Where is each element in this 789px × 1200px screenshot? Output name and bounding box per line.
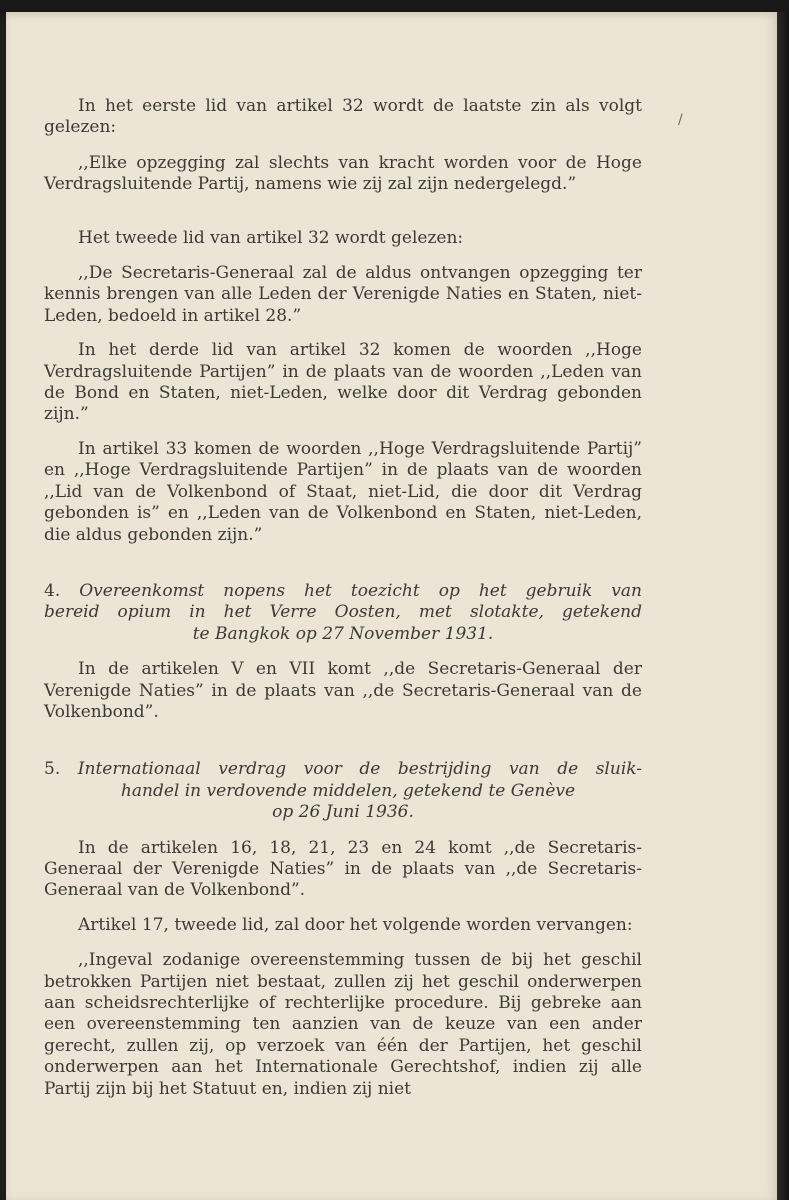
quote-secretaris-generaal: ,,De Secretaris-Generaal zal de aldus ontvangen opzegging ter kennis brengen van alle Leden der Verenigde Naties en Staten, niet-Leden, bedoeld in artikel 28.” (44, 263, 642, 326)
document-body (44, 96, 642, 1100)
section-5-heading-line-2: handel in verdovende middelen, getekend te Genève (120, 780, 576, 801)
section-5-body-2: Artikel 17, tweede lid, zal door het volgende worden vervangen: (78, 914, 633, 935)
section-5-heading (44, 759, 642, 823)
section-4-body: In de artikelen V en VII komt ,,de Secretaris-Generaal der Verenigde Naties” in de plaats van ,,de Secretaris-Generaal van de Volkenbond”. (44, 659, 642, 722)
paragraph-article-32-first: In het eerste lid van artikel 32 wordt de laatste zin als volgt gelezen: (44, 96, 642, 138)
section-5-number: 5. (44, 759, 61, 780)
paragraph-article-32-second: Het tweede lid van artikel 32 wordt gelezen: (78, 227, 464, 248)
paragraph-article-33: In artikel 33 komen de woorden ,,Hoge Verdragsluitende Partij” en ,,Hoge Verdragsluitende Partijen” in de plaats van de woorden ,,Lid van de Volkenbond of Staat, niet-Lid, die door dit Verdrag gebonden is” en ,,Leden van de Volkenbond en Staten, niet-Leden, die aldus gebonden zijn.” (44, 438, 642, 545)
margin-mark: / (678, 112, 683, 128)
section-4-heading-line-2: bereid opium in het Verre Oosten, met slotakte, getekend (44, 602, 642, 623)
section-4-number: 4. (44, 580, 61, 601)
section-5-body-1: In de artikelen 16, 18, 21, 23 en 24 komt ,,de Secretaris-Generaal der Verenigde Naties” in de plaats van ,,de Secretaris-Generaal van de Volkenbond”. (44, 837, 642, 901)
section-5-body-3: ,,Ingeval zodanige overeenstemming tussen de bij het geschil betrokken Partijen niet bestaat, zullen zij het geschil onderwerpen aan scheidsrechterlijke of rechterlijke procedure. Bij gebreke aan een overeenstemming ten aanzien van de keuze van een ander gerecht, zullen zij, op verzoek van één der Partijen, het geschil onderwerpen aan het Internationale Gerechtshof, indien zij alle Partij zijn bij het Statuut en, indien zij niet (44, 950, 642, 1099)
section-4-heading-line-1: 4. Overeenkomst nopens het toezicht op het gebruik van (44, 580, 642, 601)
scan-border-right (777, 12, 789, 1200)
section-5-heading-line-1: 5. Internationaal verdrag voor de bestrijding van de sluik- (44, 759, 642, 780)
section-4-heading (44, 581, 642, 645)
section-4-heading-line-3: te Bangkok op 27 November 1931. (192, 623, 494, 644)
quote-opzegging: ,,Elke opzegging zal slechts van kracht worden voor de Hoge Verdragsluitende Partij, namens wie zij zal zijn nedergelegd.” (44, 152, 642, 195)
section-5-heading-line-3: op 26 Juni 1936. (272, 802, 414, 823)
paragraph-article-32-third: In het derde lid van artikel 32 komen de woorden ,,Hoge Verdragsluitende Partijen” in de plaats van de woorden ,,Leden van de Bond en Staten, niet-Leden, welke door dit Verdrag gebonden zijn.” (44, 340, 642, 425)
